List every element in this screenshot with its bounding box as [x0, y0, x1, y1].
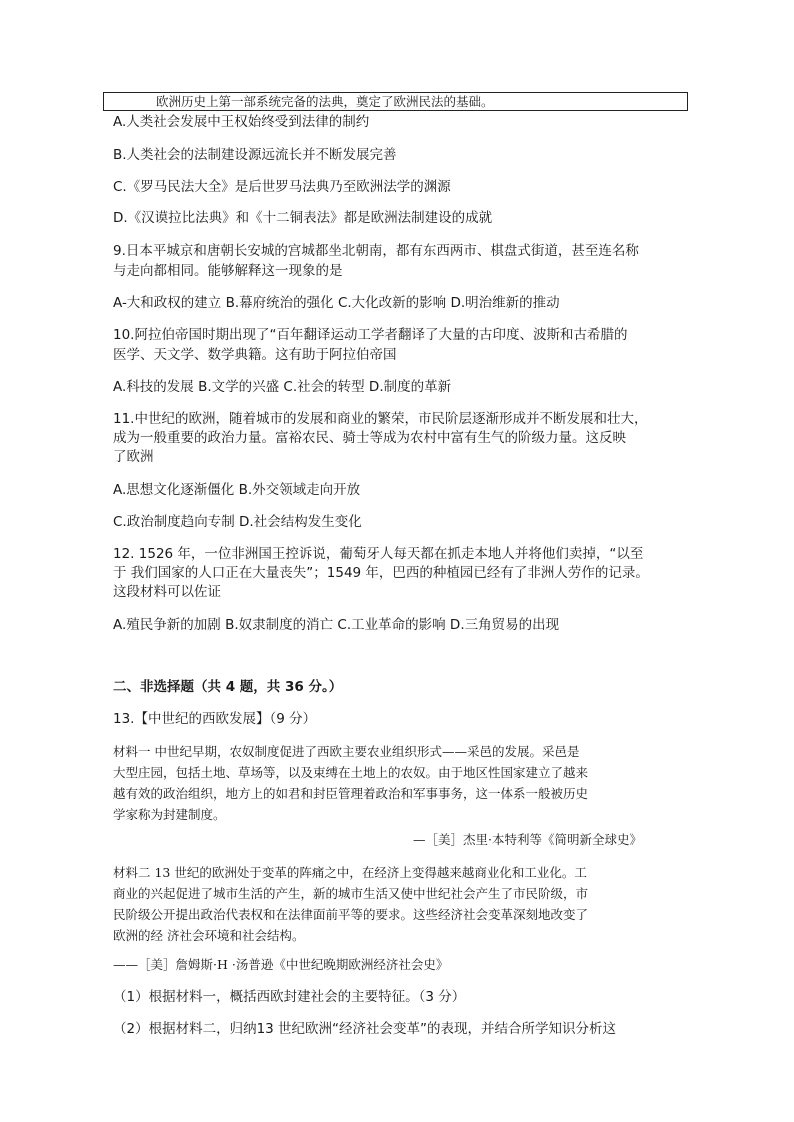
q8-option-c: C.《罗马民法大全》是后世罗马法典乃至欧洲法学的渊源: [113, 179, 451, 195]
q11-stem-line-3: 了欧洲: [113, 449, 154, 465]
q13-title: 13.【中世纪的西欧发展】（9 分）: [113, 711, 317, 727]
q12-stem-line-2: 于 我们国家的人口正在大量丧失”；1549 年，巴西的种植园已经有了非洲人劳作的记录。: [113, 565, 649, 581]
q12-stem-line-3: 这段材料可以佐证: [113, 584, 221, 600]
material1-source: —［美］杰里·本特利等《简明新全球史》: [413, 832, 642, 847]
boxed-text: 欧洲历史上第一部系统完备的法典，奠定了欧洲民法的基础。: [156, 94, 494, 109]
q10-stem-line-2: 医学、天文学、数学典籍。这有助于阿拉伯帝国: [113, 347, 397, 363]
material1-line-3: 越有效的政治组织，地方上的如君和封臣管理着政治和军事事务，这一体系一般被历史: [113, 786, 589, 801]
q9-stem-line-2: 与走向都相同。能够解释这一现象的是: [113, 263, 343, 279]
section-heading: 二、非选择题（共 4 题，共 36 分。）: [113, 679, 343, 695]
q12-stem-line-1: 12. 1526 年，一位非洲国王控诉说，葡萄牙人每天都在抓走本地人并将他们卖掉，“以至: [113, 546, 644, 562]
q11-stem-line-2: 成为一般重要的政治力量。富裕农民、骑士等成为农村中富有生气的阶级力量。这反映: [113, 430, 626, 446]
q9-options: A-大和政权的建立 B.幕府统治的强化 C.大化改新的影响 D.明治维新的推动: [113, 295, 560, 311]
q13-subquestion-1: （1）根据材料一，概括西欧封建社会的主要特征。（3 分）: [113, 989, 466, 1005]
q12-options: A.殖民争新的加剧 B.奴隶制度的消亡 C.工业革命的影响 D.三角贸易的出现: [113, 617, 560, 633]
q9-stem-line-1: 9.日本平城京和唐朝长安城的宫城都坐北朝南，都有东西两市、棋盘式街道，甚至连名称: [113, 243, 639, 259]
material2-line-2: 商业的兴起促进了城市生活的产生，新的城市生活又使中世纪社会产生了市民阶级，市: [113, 886, 589, 901]
q11-options-row-1: A.思想文化逐渐僵化 B.外交领域走向开放: [113, 482, 361, 498]
material2-line-1: 材料二 13 世纪的欧洲处于变革的阵痛之中，在经济上变得越来越商业化和工业化。工: [113, 865, 587, 880]
material1-line-2: 大型庄园，包括土地、草场等，以及束缚在土地上的农奴。由于地区性国家建立了越来: [113, 765, 589, 780]
q10-stem-line-1: 10.阿拉伯帝国时期出现了“百年翻译运动工学者翻译了大量的古印度、波斯和古希腊的: [113, 327, 628, 343]
q11-options-row-2: C.政治制度趋向专制 D.社会结构发生变化: [113, 514, 362, 530]
material2-line-3: 民阶级公开提出政治代表权和在法律面前平等的要求。这些经济社会变革深刻地改变了: [113, 907, 589, 922]
material2-line-4: 欧洲的经 济社会环境和社会结构。: [113, 928, 305, 943]
q11-stem-line-1: 11.中世纪的欧洲，随着城市的发展和商业的繁荣，市民阶层逐渐形成并不断发展和壮大，: [113, 411, 648, 427]
q13-subquestion-2: （2）根据材料二，归纳13 世纪欧洲“经济社会变革”的表现，并结合所学知识分析这: [113, 1021, 617, 1037]
q8-option-b: B.人类社会的法制建设源远流长并不断发展完善: [113, 147, 397, 163]
material1-line-4: 学家称为封建制度。: [113, 807, 226, 822]
q8-option-a: A.人类社会发展中王权始终受到法律的制约: [113, 114, 370, 130]
material1-line-1: 材料一 中世纪早期，农奴制度促进了西欧主要农业组织形式——采邑的发展。采邑是: [113, 744, 580, 759]
q8-option-d: D.《汉谟拉比法典》和《十二铜表法》都是欧洲法制建设的成就: [113, 210, 493, 226]
q10-options: A.科技的发展 B.文学的兴盛 C.社会的转型 D.制度的革新: [113, 379, 452, 395]
material2-source: ——［美］詹姆斯·H ·汤普逊《中世纪晚期欧洲经济社会史》: [113, 957, 449, 972]
